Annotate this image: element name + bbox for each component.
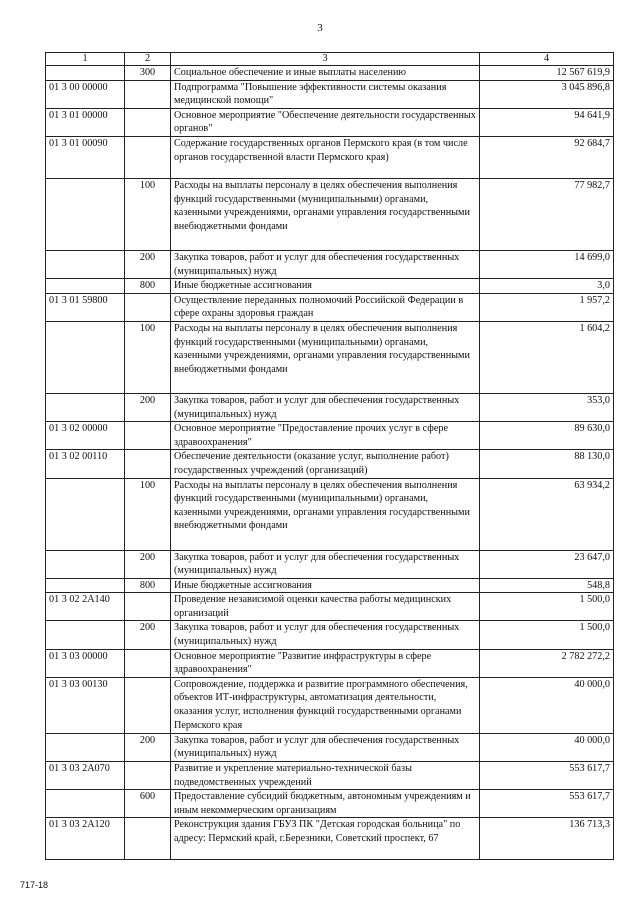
code-cell — [46, 279, 125, 294]
expense-type-cell: 600 — [125, 790, 171, 818]
description-cell: Закупка товаров, работ и услуг для обеспечения государственных (муниципальных) нужд — [171, 621, 480, 649]
table-row — [46, 649, 614, 677]
description-cell: Иные бюджетные ассигнования — [171, 279, 480, 294]
amount-cell: 1 500,0 — [480, 621, 614, 649]
description-cell: Реконструкция здания ГБУЗ ПК "Детская городская больница" по адресу: Пермский край, г.Березники, Советский проспект, 67 — [171, 818, 480, 860]
table-row — [46, 550, 614, 578]
table-row — [46, 762, 614, 790]
table-row — [46, 250, 614, 278]
amount-cell: 89 630,0 — [480, 422, 614, 450]
expense-type-cell — [125, 108, 171, 136]
description-cell: Закупка товаров, работ и услуг для обеспечения государственных (муниципальных) нужд — [171, 250, 480, 278]
code-cell — [46, 578, 125, 593]
table-row — [46, 733, 614, 761]
expense-type-cell — [125, 80, 171, 108]
amount-cell: 40 000,0 — [480, 677, 614, 733]
expense-type-cell: 200 — [125, 733, 171, 761]
page-number: 3 — [317, 22, 323, 34]
amount-cell: 88 130,0 — [480, 450, 614, 478]
description-cell: Социальное обеспечение и иные выплаты населению — [171, 66, 480, 81]
code-cell — [46, 621, 125, 649]
table-body — [46, 66, 614, 860]
code-cell: 01 3 02 00000 — [46, 422, 125, 450]
code-cell — [46, 550, 125, 578]
description-cell: Сопровождение, поддержка и развитие программного обеспечения, объектов ИТ-инфраструктуры, автоматизация деятельности, оказания услуг, исполнения функций государственными органами Пермского края — [171, 677, 480, 733]
expense-type-cell — [125, 450, 171, 478]
expense-type-cell: 800 — [125, 279, 171, 294]
expense-type-cell: 200 — [125, 393, 171, 421]
code-cell — [46, 393, 125, 421]
description-cell: Осуществление переданных полномочий Российской Федерации в сфере охраны здоровья граждан — [171, 293, 480, 321]
description-cell: Обеспечение деятельности (оказание услуг, выполнение работ) государственных учреждений (организаций) — [171, 450, 480, 478]
amount-cell: 3 045 896,8 — [480, 80, 614, 108]
amount-cell: 77 982,7 — [480, 178, 614, 250]
table-row — [46, 178, 614, 250]
code-cell: 01 3 03 2А070 — [46, 762, 125, 790]
code-cell — [46, 178, 125, 250]
amount-cell: 63 934,2 — [480, 478, 614, 550]
description-cell: Закупка товаров, работ и услуг для обеспечения государственных (муниципальных) нужд — [171, 393, 480, 421]
code-cell: 01 3 03 00130 — [46, 677, 125, 733]
table-row — [46, 279, 614, 294]
footer-code: 717-18 — [20, 880, 49, 890]
code-cell: 01 3 01 00090 — [46, 136, 125, 178]
expense-type-cell — [125, 649, 171, 677]
table-row — [46, 293, 614, 321]
code-cell: 01 3 02 00110 — [46, 450, 125, 478]
code-cell — [46, 478, 125, 550]
table-row — [46, 621, 614, 649]
code-cell: 01 3 00 00000 — [46, 80, 125, 108]
description-cell: Основное мероприятие "Развитие инфраструктуры в сфере здравоохранения" — [171, 649, 480, 677]
table-row — [46, 136, 614, 178]
amount-cell: 1 500,0 — [480, 593, 614, 621]
expense-type-cell — [125, 677, 171, 733]
description-cell: Расходы на выплаты персоналу в целях обеспечения выполнения функций государственными (муниципальными) органами, казенными учреждениями, органами управления государственными внебюджетными фондами — [171, 178, 480, 250]
table-row — [46, 321, 614, 393]
table-row — [46, 593, 614, 621]
table-row — [46, 108, 614, 136]
amount-cell: 136 713,3 — [480, 818, 614, 860]
expense-type-cell: 300 — [125, 66, 171, 81]
budget-table — [45, 52, 614, 860]
description-cell: Закупка товаров, работ и услуг для обеспечения государственных (муниципальных) нужд — [171, 733, 480, 761]
expense-type-cell — [125, 293, 171, 321]
table-row — [46, 578, 614, 593]
description-cell: Предоставление субсидий бюджетным, автономным учреждениям и иным некоммерческим организациям — [171, 790, 480, 818]
amount-cell: 94 641,9 — [480, 108, 614, 136]
description-cell: Расходы на выплаты персоналу в целях обеспечения выполнения функций государственными (муниципальными) органами, казенными учреждениями, органами управления государственными внебюджетными фондами — [171, 478, 480, 550]
expense-type-cell: 200 — [125, 621, 171, 649]
description-cell: Иные бюджетные ассигнования — [171, 578, 480, 593]
table-row — [46, 80, 614, 108]
header-col-3: 3 — [171, 53, 480, 66]
expense-type-cell — [125, 818, 171, 860]
expense-type-cell: 200 — [125, 550, 171, 578]
expense-type-cell: 100 — [125, 321, 171, 393]
amount-cell: 548,8 — [480, 578, 614, 593]
expense-type-cell — [125, 422, 171, 450]
header-col-4: 4 — [480, 53, 614, 66]
expense-type-cell — [125, 593, 171, 621]
description-cell: Основное мероприятие "Предоставление прочих услуг в сфере здравоохранения" — [171, 422, 480, 450]
code-cell: 01 3 03 2А120 — [46, 818, 125, 860]
expense-type-cell — [125, 762, 171, 790]
code-cell — [46, 250, 125, 278]
description-cell: Закупка товаров, работ и услуг для обеспечения государственных (муниципальных) нужд — [171, 550, 480, 578]
code-cell: 01 3 01 59800 — [46, 293, 125, 321]
amount-cell: 92 684,7 — [480, 136, 614, 178]
expense-type-cell: 100 — [125, 478, 171, 550]
code-cell — [46, 321, 125, 393]
table-row — [46, 478, 614, 550]
table-row — [46, 66, 614, 81]
amount-cell: 40 000,0 — [480, 733, 614, 761]
description-cell: Содержание государственных органов Пермского края (в том числе органов государственной власти Пермского края) — [171, 136, 480, 178]
expense-type-cell: 100 — [125, 178, 171, 250]
code-cell: 01 3 03 00000 — [46, 649, 125, 677]
description-cell: Проведение независимой оценки качества работы медицинских организаций — [171, 593, 480, 621]
amount-cell: 3,0 — [480, 279, 614, 294]
code-cell: 01 3 02 2А140 — [46, 593, 125, 621]
amount-cell: 12 567 619,9 — [480, 66, 614, 81]
code-cell — [46, 733, 125, 761]
code-cell — [46, 66, 125, 81]
table-row — [46, 422, 614, 450]
table-row — [46, 393, 614, 421]
amount-cell: 553 617,7 — [480, 762, 614, 790]
amount-cell: 1 604,2 — [480, 321, 614, 393]
code-cell: 01 3 01 00000 — [46, 108, 125, 136]
expense-type-cell: 800 — [125, 578, 171, 593]
amount-cell: 14 699,0 — [480, 250, 614, 278]
header-col-1: 1 — [46, 53, 125, 66]
description-cell: Подпрограмма "Повышение эффективности системы оказания медицинской помощи" — [171, 80, 480, 108]
table-header-row — [46, 53, 614, 66]
amount-cell: 2 782 272,2 — [480, 649, 614, 677]
table-row — [46, 450, 614, 478]
amount-cell: 553 617,7 — [480, 790, 614, 818]
table-row — [46, 677, 614, 733]
description-cell: Основное мероприятие "Обеспечение деятельности государственных органов" — [171, 108, 480, 136]
amount-cell: 353,0 — [480, 393, 614, 421]
amount-cell: 23 647,0 — [480, 550, 614, 578]
code-cell — [46, 790, 125, 818]
table-row — [46, 790, 614, 818]
description-cell: Развитие и укрепление материально-технической базы подведомственных учреждений — [171, 762, 480, 790]
table-row — [46, 818, 614, 860]
header-col-2: 2 — [125, 53, 171, 66]
amount-cell: 1 957,2 — [480, 293, 614, 321]
expense-type-cell — [125, 136, 171, 178]
description-cell: Расходы на выплаты персоналу в целях обеспечения выполнения функций государственными (муниципальными) органами, казенными учреждениями, органами управления государственными внебюджетными фондами — [171, 321, 480, 393]
expense-type-cell: 200 — [125, 250, 171, 278]
